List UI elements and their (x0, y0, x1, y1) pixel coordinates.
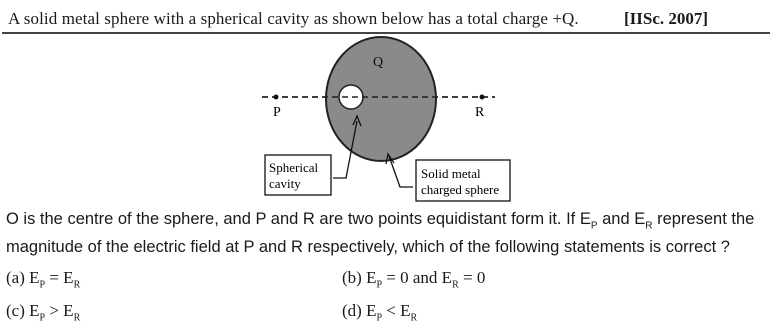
question-statement-line2: magnitude of the electric field at P and R respectively, which of the following statements is correct ? (6, 238, 730, 256)
exam-source: [IISc. 2007] (624, 9, 709, 28)
question-heading: A solid metal sphere with a spherical cavity as shown below has a total charge +Q. (8, 9, 579, 28)
label-r: R (475, 105, 485, 120)
option-b[interactable]: (b) $E_P = 0$ and $E_R = 0$ (342, 268, 486, 291)
label-p: P (273, 105, 281, 120)
option-a[interactable]: (a) $E_P = E_R$ (6, 268, 81, 291)
option-d[interactable]: (d) $E_P < E_R$ (342, 301, 418, 324)
option-c[interactable]: (c) $E_P > E_R$ (6, 301, 81, 324)
cavity-label-line1: Spherical (269, 160, 319, 175)
sphere-label-line1: Solid metal (421, 166, 481, 181)
label-q: Q (373, 55, 384, 70)
question-statement-line1: O is the centre of the sphere, and P and R are two points equidistant form it. If $E_P$ and $E_R$ represent the (6, 210, 755, 232)
point-r (480, 95, 485, 100)
point-p (274, 95, 279, 100)
sphere-label-line2: charged sphere (421, 182, 500, 197)
cavity-label-line2: cavity (269, 176, 301, 191)
